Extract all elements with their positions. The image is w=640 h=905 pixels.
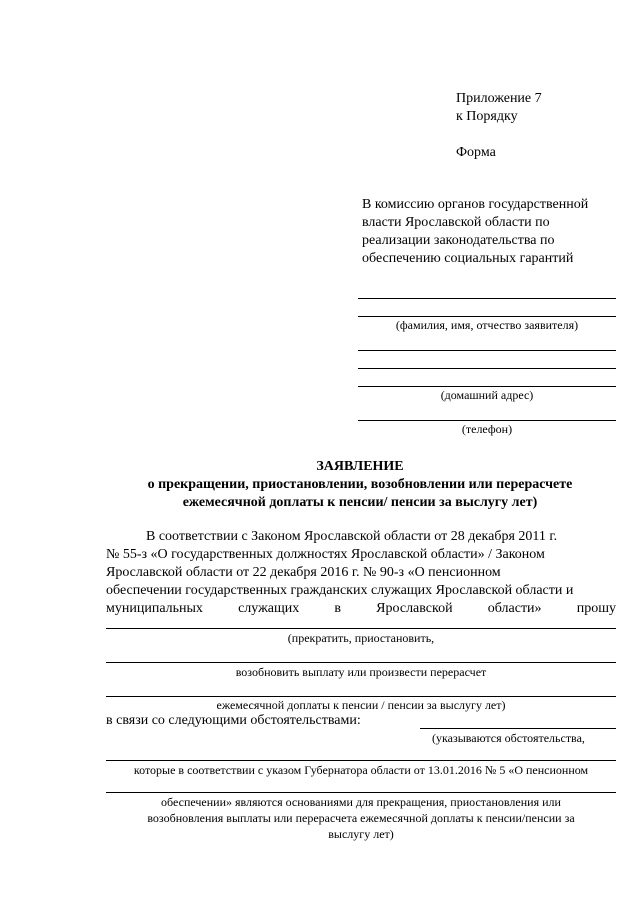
fio-caption: (фамилия, имя, отчество заявителя) <box>395 318 579 332</box>
circumstances-caption: (указываются обстоятельства, <box>432 731 585 745</box>
addressee-line-1: В комиссию органов государственной <box>362 197 589 212</box>
address-caption: (домашний адрес) <box>440 388 534 402</box>
body-line-5 <box>106 600 616 618</box>
addressee-line-3: реализации законодательства по <box>362 233 555 248</box>
action-line-2[interactable] <box>106 662 616 663</box>
form-label: Форма <box>456 145 496 160</box>
address-line-1[interactable] <box>358 350 616 351</box>
circumstances-caption-3b: возобновления выплаты или перерасчета ежемесячной доплаты к пенсии/пенсии за <box>147 811 575 825</box>
circumstances-caption-3a: обеспечении» являются основаниями для прекращения, приостановления или <box>161 795 561 809</box>
body-word: в <box>334 601 342 616</box>
body-line-2: № 55-з «О государственных должностях Ярославской области» / Законом <box>106 547 545 562</box>
body-word: муниципальных <box>106 601 203 616</box>
circumstances-line[interactable] <box>420 728 616 729</box>
circumstances-label: в связи со следующими обстоятельствами: <box>106 713 361 728</box>
document-subtitle-2: ежемесячной доплаты к пенсии/ пенсии за выслугу лет) <box>182 495 538 510</box>
fio-line-1[interactable] <box>358 298 616 299</box>
action-caption-3: ежемесячной доплаты к пенсии / пенсии за выслугу лет) <box>216 698 506 712</box>
appendix-label: Приложение 7 <box>456 91 542 106</box>
action-caption-2: возобновить выплату или произвести перерасчет <box>235 665 487 679</box>
body-word: прошу <box>576 601 616 616</box>
circumstances-line-2[interactable] <box>106 760 616 761</box>
document-title: ЗАЯВЛЕНИЕ <box>316 459 404 474</box>
action-caption-1: (прекратить, приостановить, <box>287 631 435 645</box>
phone-caption: (телефон) <box>461 422 513 436</box>
body-line-1: В соответствии с Законом Ярославской области от 28 декабря 2011 г. <box>146 529 558 544</box>
action-line-1[interactable] <box>106 628 616 629</box>
document-subtitle-1: о прекращении, приостановлении, возобновлении или перерасчете <box>147 477 573 492</box>
circumstances-caption-3c: выслугу лет) <box>328 827 394 841</box>
circumstances-caption-2: которые в соответствии с указом Губернатора области от 13.01.2016 № 5 «О пенсионном <box>133 763 589 777</box>
addressee-line-4: обеспечению социальных гарантий <box>362 251 574 266</box>
order-label: к Порядку <box>456 109 518 124</box>
body-line-4: обеспечении государственных гражданских служащих Ярославской области и <box>106 583 574 598</box>
body-line-3: Ярославской области от 22 декабря 2016 г. № 90-з «О пенсионном <box>106 565 501 580</box>
body-word: служащих <box>238 601 300 616</box>
addressee-line-2: власти Ярославской области по <box>362 215 550 230</box>
address-line-2[interactable] <box>358 368 616 369</box>
circumstances-line-3[interactable] <box>106 792 616 793</box>
body-word: области» <box>487 601 542 616</box>
body-word: Ярославской <box>376 601 453 616</box>
